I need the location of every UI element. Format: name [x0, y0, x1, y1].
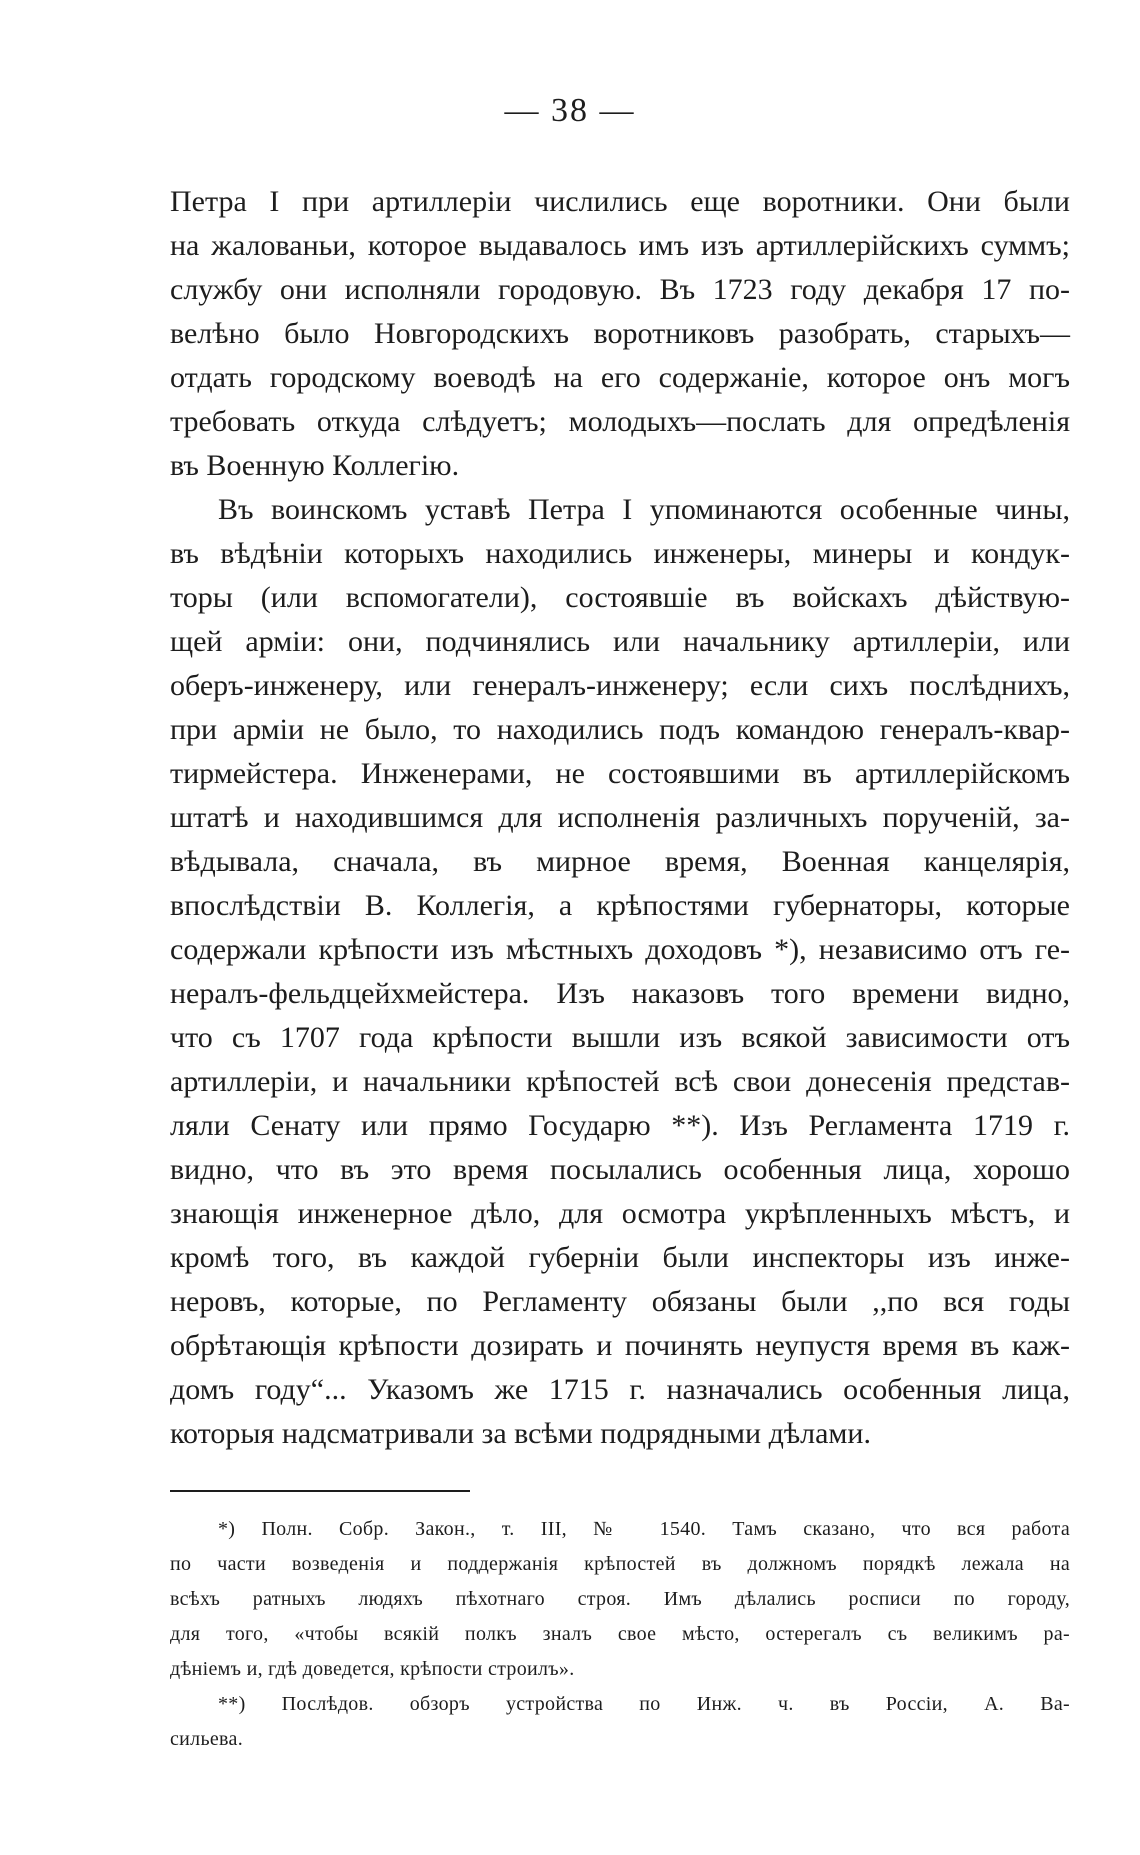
text-line: вѣдывала, сначала, въ мирное время, Военная канцелярія, — [170, 845, 1070, 878]
text-line: содержали крѣпости изъ мѣстныхъ доходовъ *), независимо отъ ге- — [170, 933, 1070, 966]
text-line: при арміи не было, то находились подъ командою генералъ-квар- — [170, 713, 1070, 746]
text-line: тирмейстера. Инженерами, не состоявшими въ артиллерійскомъ — [170, 757, 1070, 790]
text-line: Петра I при артиллеріи числились еще воротники. Они были — [170, 185, 1070, 218]
text-line: велѣно было Новгородскихъ воротниковъ разобрать, старыхъ— — [170, 317, 1070, 350]
footnote-line: сильева. — [170, 1728, 244, 1750]
text-line: которыя надсматривали за всѣми подрядными дѣлами. — [170, 1417, 871, 1450]
footnote — [170, 1512, 1070, 1687]
text-line: ляли Сенату или прямо Государю **). Изъ Регламента 1719 г. — [170, 1109, 1070, 1142]
footnote-line: для того, «чтобы всякій полкъ зналъ свое мѣсто, остерегалъ съ великимъ ра- — [170, 1623, 1070, 1645]
text-line: оберъ-инженеру, или генералъ-инженеру; если сихъ послѣднихъ, — [170, 669, 1070, 702]
footnote-line: по части возведенія и поддержанія крѣпостей въ должномъ порядкѣ лежала на — [170, 1553, 1070, 1575]
footnote — [170, 1687, 1070, 1757]
text-line: нералъ-фельдцейхмейстера. Изъ наказовъ того времени видно, — [170, 977, 1070, 1010]
footnote-line: дѣніемъ и, гдѣ доведется, крѣпости строилъ». — [170, 1658, 575, 1680]
text-line: штатѣ и находившимся для исполненія различныхъ порученій, за- — [170, 801, 1070, 834]
text-line: знающія инженерное дѣло, для осмотра укрѣпленныхъ мѣстъ, и — [170, 1197, 1070, 1230]
text-line: домъ году“... Указомъ же 1715 г. назначались особенныя лица, — [170, 1373, 1070, 1406]
text-line: артиллеріи, и начальники крѣпостей всѣ свои донесенія представ- — [170, 1065, 1070, 1098]
body-text — [170, 180, 1070, 1456]
text-line: обрѣтающія крѣпости дозирать и починять неупустя время въ каж- — [170, 1329, 1070, 1362]
paragraph — [170, 180, 1070, 488]
text-line: торы (или вспомогатели), состоявшіе въ войскахъ дѣйствую- — [170, 581, 1070, 614]
text-line: требовать откуда слѣдуетъ; молодыхъ—послать для опредѣленія — [170, 405, 1070, 438]
footnote-divider — [170, 1490, 470, 1492]
footnote-line: *) Полн. Собр. Закон., т. III, № 1540. Тамъ сказано, что вся работа — [218, 1518, 1070, 1540]
text-line: что съ 1707 года крѣпости вышли изъ всякой зависимости отъ — [170, 1021, 1070, 1054]
text-line: въ Военную Коллегію. — [170, 449, 460, 482]
text-line: щей арміи: они, подчинялись или начальнику артиллеріи, или — [170, 625, 1070, 658]
footnote-line: всѣхъ ратныхъ людяхъ пѣхотнаго строя. Имъ дѣлались росписи по городу, — [170, 1588, 1070, 1610]
paragraph — [170, 488, 1070, 1456]
text-line: отдать городскому воеводѣ на его содержаніе, которое онъ могъ — [170, 361, 1070, 394]
footnotes — [170, 1512, 1070, 1757]
text-line: кромѣ того, въ каждой губерніи были инспекторы изъ инже- — [170, 1241, 1070, 1274]
text-line: впослѣдствіи В. Коллегія, а крѣпостями губернаторы, которые — [170, 889, 1070, 922]
text-line: видно, что въ это время посылались особенныя лица, хорошо — [170, 1153, 1070, 1186]
text-line: въ вѣдѣніи которыхъ находились инженеры, минеры и кондук- — [170, 537, 1070, 570]
footnote-line: **) Послѣдов. обзоръ устройства по Инж. ч. въ Россіи, А. Ва- — [218, 1693, 1070, 1715]
page-number: — 38 — — [504, 92, 636, 129]
text-line: Въ воинскомъ уставѣ Петра I упоминаются особенные чины, — [218, 493, 1070, 526]
text-line: на жалованьи, которое выдавалось имъ изъ артиллерійскихъ суммъ; — [170, 229, 1070, 262]
text-line: службу они исполняли городовую. Въ 1723 году декабря 17 по- — [170, 273, 1070, 306]
text-line: неровъ, которые, по Регламенту обязаны были ,,по вся годы — [170, 1285, 1070, 1318]
